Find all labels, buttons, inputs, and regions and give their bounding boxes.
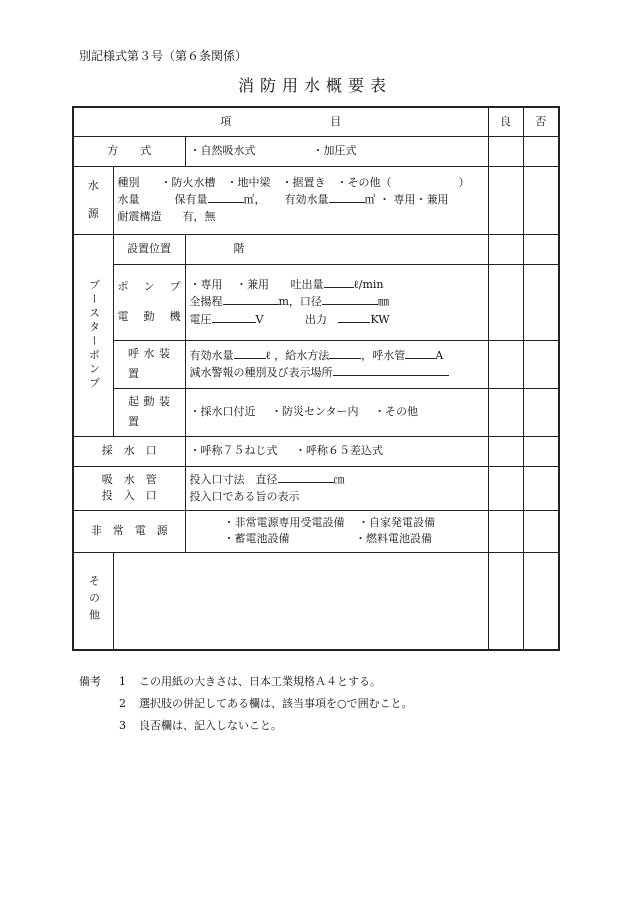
note-text: 選択肢の併記してある欄は、該当事項を○で囲むこと。 [139, 697, 413, 710]
good-cell[interactable] [488, 136, 523, 166]
page-title: 消防用水概要表 [237, 76, 392, 95]
location-value [185, 234, 488, 264]
alarm-blank[interactable] [333, 364, 449, 376]
holding-label: 保有量 [174, 193, 208, 207]
method-options [185, 136, 488, 166]
bad-cell[interactable] [523, 466, 559, 510]
pump-row [73, 264, 559, 340]
intake-row [73, 340, 559, 388]
bad-cell[interactable] [523, 510, 559, 552]
method-opt-pressurized: ・加圧式 [312, 143, 357, 157]
holding-blank[interactable] [208, 191, 244, 203]
other-label-text: その他 [87, 575, 101, 627]
output-label: 出力 [304, 312, 327, 326]
water-source-label-top: 水 [87, 178, 99, 192]
priming-pipe-label: ，呼水管 [361, 348, 406, 362]
floor-label: 階 [233, 241, 245, 255]
unit-cm: ㎝ [333, 473, 345, 486]
other-row [73, 552, 559, 650]
booster-label [73, 234, 113, 436]
start-opt-other: ・その他 [374, 404, 419, 418]
unit-a: A [435, 348, 444, 362]
bad-cell[interactable] [523, 436, 559, 466]
emergency-opt-generator: ・自家発電設備 [358, 515, 435, 529]
emergency-row [73, 510, 559, 552]
intake-label-text: 呼水装置 [128, 347, 170, 380]
start-row [73, 388, 559, 436]
seismic-options: 有，無 [182, 209, 216, 223]
emergency-opt-receiving: ・非常電源専用受電設備 [223, 515, 345, 529]
unit-v: V [255, 312, 264, 326]
output-blank[interactable] [338, 311, 370, 323]
start-opt-center: ・防災センター内 [271, 404, 359, 418]
good-cell[interactable] [488, 264, 523, 340]
pump-motor-label [113, 264, 185, 340]
note-text: 良否欄は、記入しないこと。 [139, 719, 282, 732]
good-cell[interactable] [488, 552, 523, 650]
notes [79, 671, 413, 737]
type-label: 種別 [117, 175, 140, 189]
suction-body [185, 466, 488, 510]
bad-cell[interactable] [523, 166, 559, 234]
motor-label: 電動機 [117, 310, 181, 323]
bore-blank[interactable] [322, 293, 378, 305]
water-source-label [73, 166, 113, 234]
bad-cell[interactable] [523, 388, 559, 436]
supply-blank[interactable] [329, 347, 361, 359]
discharge-blank[interactable] [324, 276, 354, 288]
good-cell[interactable] [488, 234, 523, 264]
good-cell[interactable] [488, 510, 523, 552]
header-row [73, 107, 559, 136]
dedicated-shared: ・ 専用・兼用 [379, 193, 449, 207]
head-label: 全揚程 [189, 295, 223, 309]
unit-m3-2: ㎥ [364, 193, 376, 207]
water-source-row [73, 166, 559, 234]
intake-body [185, 340, 488, 388]
type-close: ） [458, 175, 470, 189]
bad-cell[interactable] [523, 234, 559, 264]
emergency-opt-fuel-cell: ・燃料電池設備 [355, 532, 432, 545]
emergency-opt-battery: ・蓄電池設備 [223, 532, 290, 545]
form-reference: 別記様式第３号（第６条関係） [79, 49, 248, 63]
good-cell[interactable] [488, 166, 523, 234]
seismic-label: 耐震構造 [117, 209, 162, 223]
type-options: ・防火水槽 ・地中梁 ・据置き ・その他（ [160, 175, 392, 189]
start-label-text: 起動装置 [128, 395, 170, 428]
bad-cell[interactable] [523, 340, 559, 388]
good-cell[interactable] [488, 388, 523, 436]
start-label [113, 388, 185, 436]
unit-lmin: ℓ/min [353, 277, 384, 291]
inlet-sign-label: 投入口である旨の表示 [189, 489, 300, 503]
emergency-body [185, 510, 488, 552]
pump-body [185, 264, 488, 340]
suction-pipe-label: 吸 水 管 [101, 472, 157, 486]
outlet-label: 採 水 口 [73, 436, 185, 466]
location-label: 設置位置 [113, 234, 185, 264]
good-cell[interactable] [488, 466, 523, 510]
method-opt-natural: ・自然吸水式 [189, 143, 256, 157]
outlet-opt-insert: ・呼称６５差込式 [295, 443, 383, 457]
bad-cell[interactable] [523, 136, 559, 166]
inlet-size-label: 投入口寸法 直径 [189, 473, 278, 486]
unit-l: ℓ ，給水方法 [265, 348, 330, 362]
water-source-label-bottom: 源 [87, 207, 99, 220]
intake-effective-label: 有効水量 [189, 348, 234, 362]
head-blank[interactable] [223, 293, 279, 305]
volume-label: 水量 [117, 193, 140, 207]
good-cell[interactable] [488, 436, 523, 466]
outlet-opt-screw: ・呼称７５ねじ式 [189, 443, 278, 457]
discharge-label: 吐出量 [290, 277, 324, 291]
voltage-label: 電圧 [189, 312, 212, 326]
unit-m3: ㎥ [243, 193, 255, 207]
header-items: 項 目 [73, 107, 488, 136]
note-row [79, 671, 413, 693]
start-opt-near-outlet: ・採水口付近 [189, 404, 256, 418]
suction-row [73, 466, 559, 510]
booster-location-row [73, 234, 559, 264]
bad-cell[interactable] [523, 552, 559, 650]
note-number: 3 [119, 719, 126, 732]
effective-blank[interactable] [329, 191, 365, 203]
note-number: 1 [119, 675, 126, 688]
intake-volume-blank[interactable] [234, 347, 266, 359]
booster-label-text: ブースターポンプ [87, 279, 101, 391]
alarm-label: 減水警報の種別及び表示場所 [189, 366, 333, 379]
unit-m: m，口径 [278, 295, 322, 309]
note-number: 2 [119, 697, 126, 710]
priming-blank[interactable] [405, 347, 435, 359]
header-bad: 否 [523, 107, 559, 136]
other-body[interactable] [113, 552, 488, 650]
outlet-body [185, 436, 488, 466]
inlet-label: 投 入 口 [101, 489, 157, 502]
good-cell[interactable] [488, 340, 523, 388]
pump-dedicated: ・専用 [189, 277, 223, 291]
note-text: この用紙の大きさは、日本工業規格Ａ４とする。 [139, 675, 381, 688]
notes-lead: 備考 [79, 675, 101, 688]
note-row [79, 715, 413, 737]
method-label: 方 式 [73, 136, 185, 166]
unit-kw: KW [370, 312, 390, 326]
pump-label: ポンプ [117, 279, 181, 293]
note-row [79, 693, 413, 715]
voltage-blank[interactable] [212, 311, 256, 323]
bad-cell[interactable] [523, 264, 559, 340]
suction-label [73, 466, 185, 510]
header-good: 良 [488, 107, 523, 136]
other-label [73, 552, 113, 650]
pump-shared: ・兼用 [236, 277, 269, 291]
method-row [73, 136, 559, 166]
diameter-blank[interactable] [278, 471, 334, 483]
effective-label: 有効水量 [284, 193, 329, 207]
emergency-label: 非 常 電 源 [73, 510, 185, 552]
summary-table [72, 106, 560, 651]
intake-label [113, 340, 185, 388]
water-source-body: 種別 ・防火水槽 ・地中梁 ・据置き ・その他（ ） 水量 保有量 ㎥， 有効水量 ㎥ ・ 専用・兼用 耐震構造 有，無 [113, 166, 488, 234]
outlet-row [73, 436, 559, 466]
unit-mm: ㎜ [377, 295, 389, 309]
start-body [185, 388, 488, 436]
